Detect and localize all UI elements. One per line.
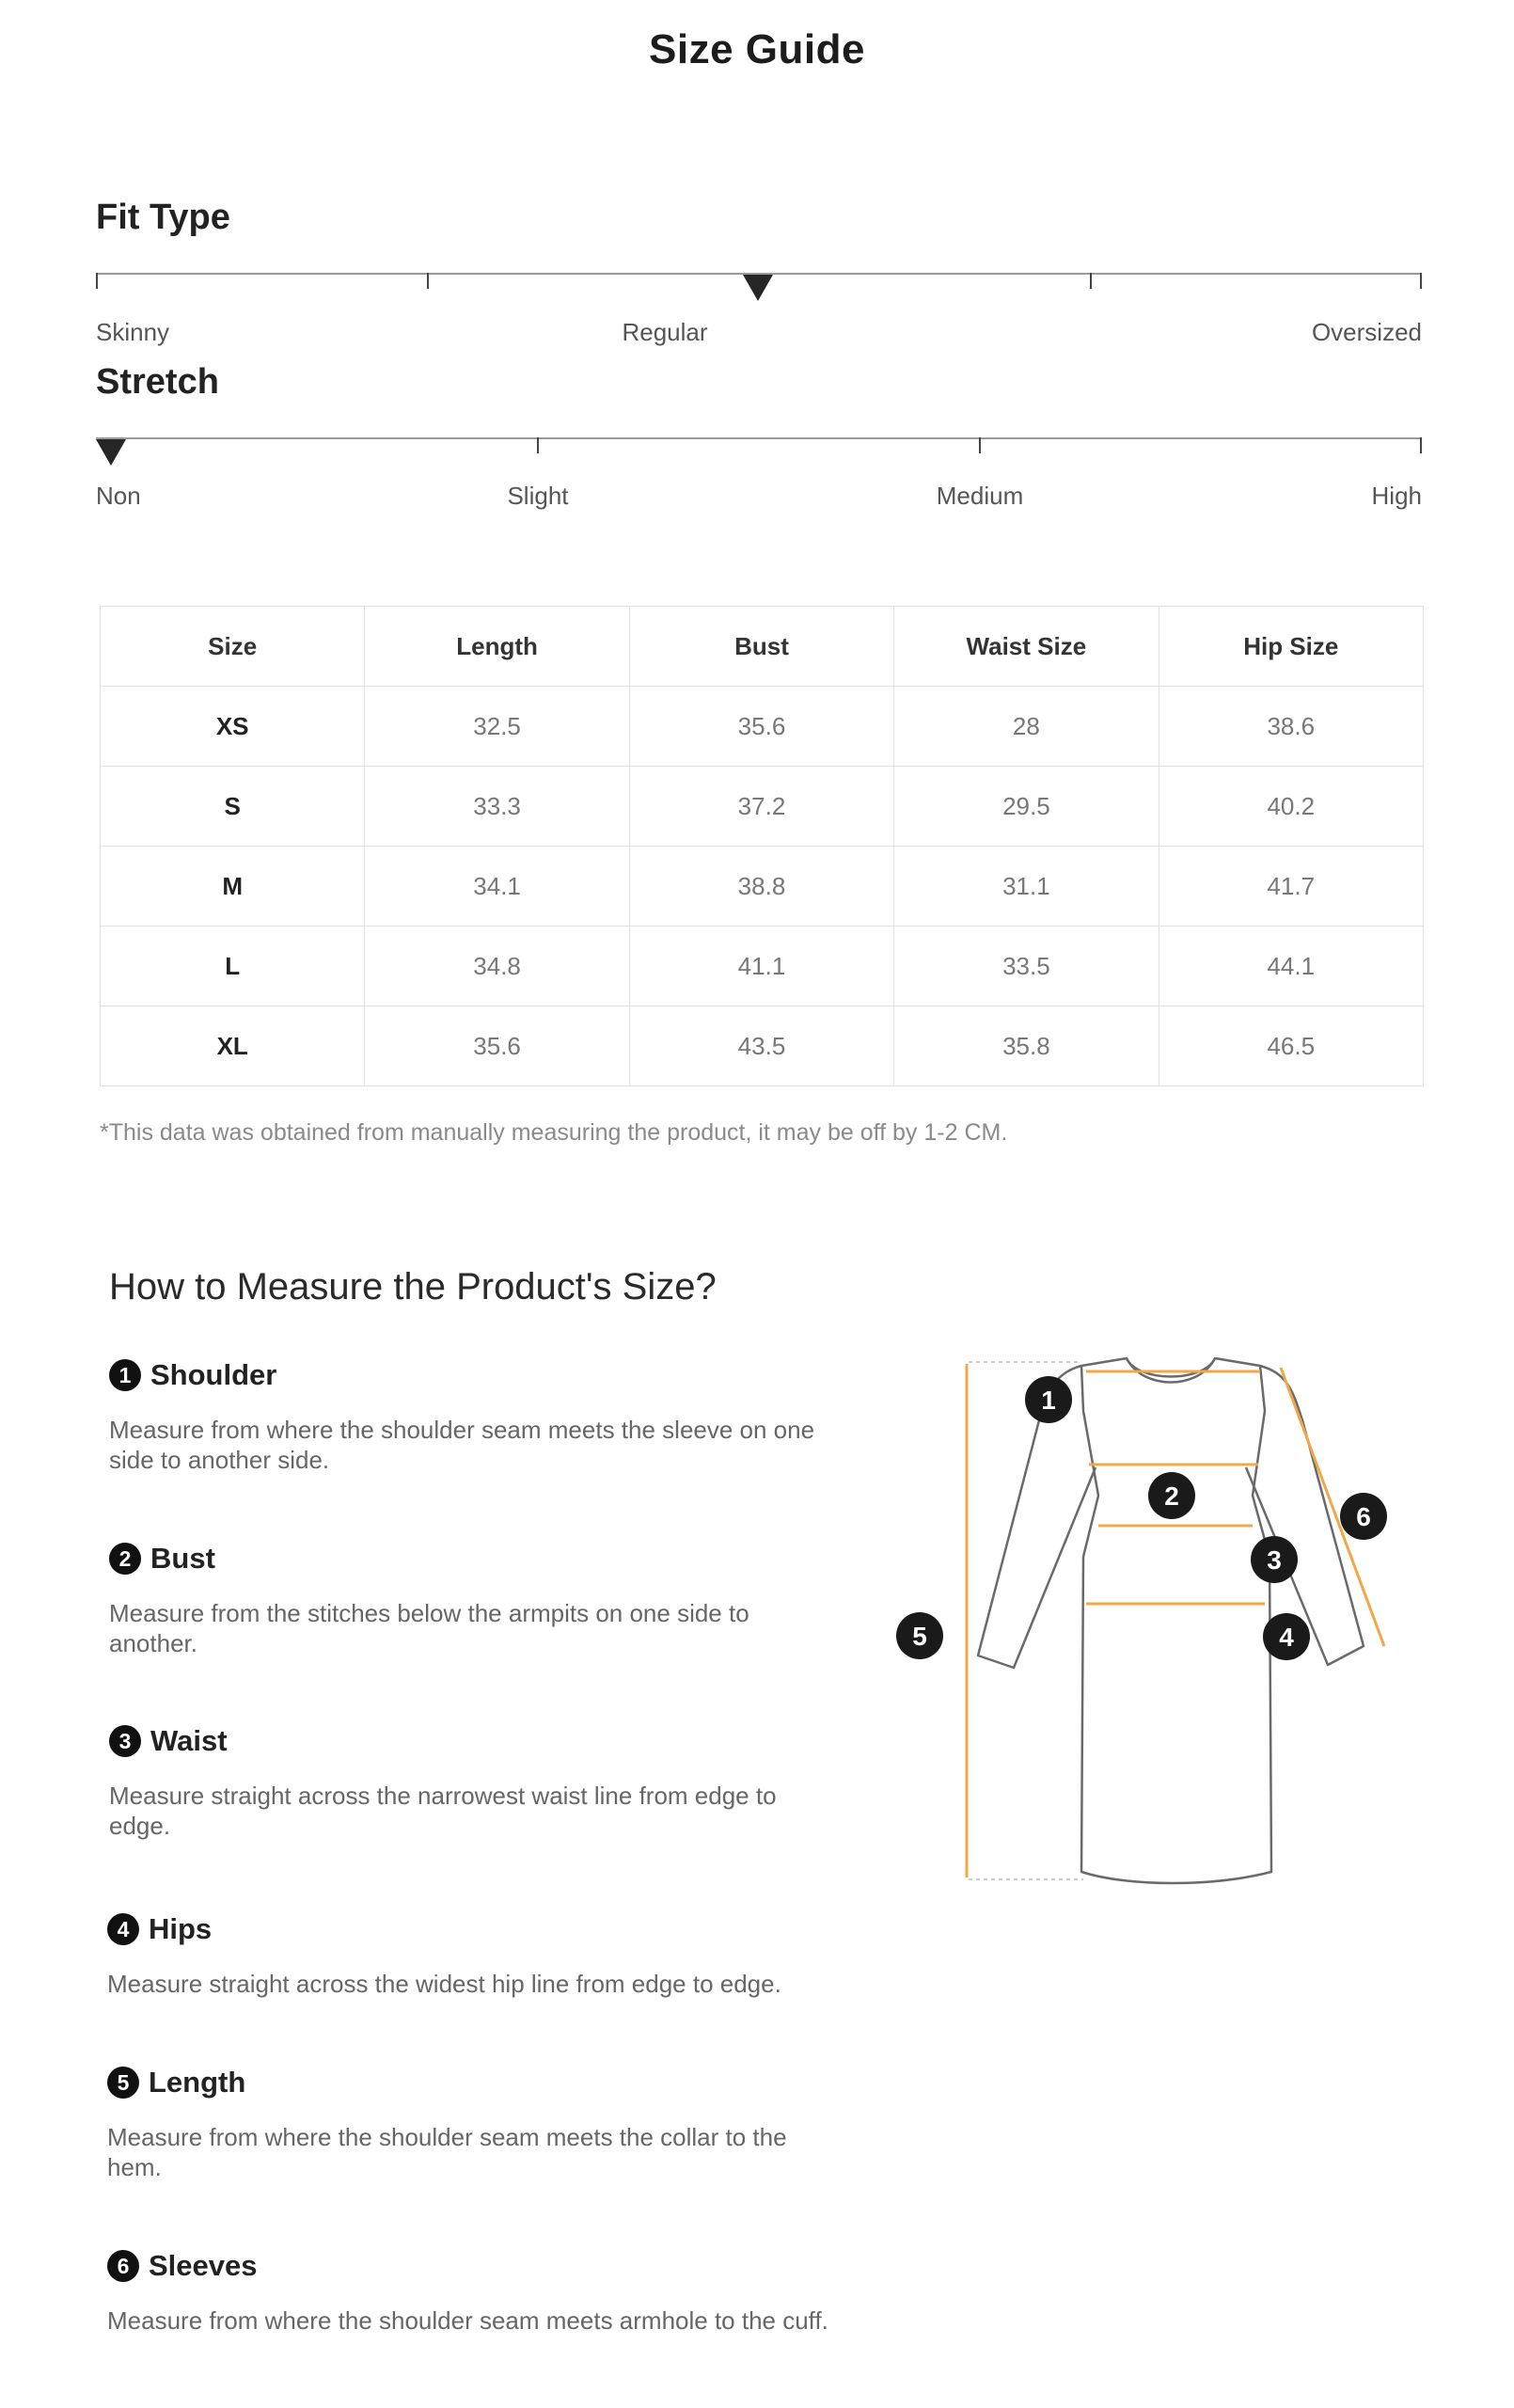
measure-item-length: [107, 2066, 831, 2182]
measure-item-heading: [107, 2249, 831, 2283]
cell-hip: 40.2: [1159, 767, 1423, 847]
cell-hip: 38.6: [1159, 687, 1423, 767]
stretch-selected-marker: [96, 439, 126, 466]
cell-size: S: [101, 767, 365, 847]
measure-item-desc: Measure from where the shoulder seam meets armhole to the cuff.: [107, 2306, 828, 2335]
how-to-measure-title: How to Measure the Product's Size?: [109, 1266, 717, 1307]
size-table: [100, 606, 1424, 1086]
measure-item-desc: Measure straight across the widest hip line from edge to edge.: [107, 1970, 781, 1998]
measure-item-desc: Measure from where the shoulder seam meets the sleeve on one side to another side.: [109, 1416, 815, 1474]
measure-item-title: Hips: [149, 1912, 213, 1945]
marker-6-icon: [1340, 1493, 1387, 1540]
marker-4-icon: [1263, 1613, 1310, 1660]
fit-type-scale: [96, 273, 1422, 301]
marker-3-icon: [1251, 1536, 1298, 1583]
cell-size: XL: [101, 1006, 365, 1086]
measurement-lines: [967, 1364, 1384, 1877]
cell-bust: 35.6: [629, 687, 893, 767]
measure-item-heading: [109, 1724, 833, 1758]
measurement-note: *This data was obtained from manually measuring the product, it may be off by 1-2 CM.: [100, 1119, 1008, 1146]
stretch-track: [96, 437, 1422, 439]
table-row: [101, 1006, 1424, 1086]
number-1-icon: 1: [109, 1359, 141, 1391]
stretch-label-non: Non: [96, 482, 141, 510]
cell-waist: 35.8: [894, 1006, 1159, 1086]
measure-item-title: Length: [149, 2066, 246, 2099]
cell-size: XS: [101, 687, 365, 767]
header-bust: Bust: [629, 607, 893, 687]
number-2-icon: 2: [109, 1543, 141, 1575]
table-row: [101, 927, 1424, 1006]
stretch-tick: [979, 437, 981, 453]
dress-body-outline: [1081, 1358, 1271, 1883]
cell-waist: 28: [894, 687, 1159, 767]
stretch-tick: [537, 437, 539, 453]
measure-item-title: Waist: [150, 1724, 228, 1757]
measure-item-shoulder: [109, 1358, 833, 1475]
svg-text:1: 1: [1041, 1386, 1056, 1415]
header-hip-size: Hip Size: [1159, 607, 1423, 687]
fit-type-selected-marker: [743, 275, 773, 301]
cell-bust: 41.1: [629, 927, 893, 1006]
cell-hip: 46.5: [1159, 1006, 1423, 1086]
fit-type-tick: [1420, 273, 1422, 289]
measure-item-desc: Measure from the stitches below the armpits on one side to another.: [109, 1599, 749, 1657]
svg-text:4: 4: [1279, 1623, 1294, 1652]
marker-2-icon: [1148, 1472, 1195, 1519]
cell-length: 34.8: [365, 927, 629, 1006]
measure-item-heading: [109, 1358, 833, 1392]
table-row: [101, 767, 1424, 847]
svg-text:2: 2: [1164, 1481, 1179, 1511]
measure-item-title: Bust: [150, 1542, 215, 1575]
header-length: Length: [365, 607, 629, 687]
cell-length: 35.6: [365, 1006, 629, 1086]
svg-text:6: 6: [1356, 1502, 1371, 1531]
stretch-label-medium: Medium: [936, 482, 1024, 510]
marker-1-icon: [1025, 1376, 1072, 1423]
cell-bust: 43.5: [629, 1006, 893, 1086]
measure-item-desc: Measure from where the shoulder seam meets the collar to the hem.: [107, 2123, 787, 2181]
table-header-row: [101, 607, 1424, 687]
diagram-markers: [896, 1376, 1387, 1660]
table-row: [101, 687, 1424, 767]
stretch-scale: [96, 437, 1422, 466]
table-row: [101, 847, 1424, 927]
number-3-icon: 3: [109, 1725, 141, 1757]
cell-waist: 29.5: [894, 767, 1159, 847]
cell-bust: 37.2: [629, 767, 893, 847]
fit-type-label-oversized: Oversized: [1311, 318, 1422, 346]
number-5-icon: 5: [107, 2067, 139, 2099]
measure-item-sleeves: [107, 2249, 831, 2336]
marker-5-icon: [896, 1612, 943, 1659]
page-title: Size Guide: [649, 26, 865, 72]
fit-type-tick: [96, 273, 98, 289]
measure-item-heading: [109, 1542, 833, 1576]
measure-item-bust: [109, 1542, 833, 1658]
measure-item-waist: [109, 1724, 833, 1841]
stretch-label-high: High: [1371, 482, 1422, 510]
cell-length: 34.1: [365, 847, 629, 927]
number-4-icon: 4: [107, 1913, 139, 1945]
svg-text:5: 5: [912, 1622, 927, 1651]
fit-type-label-regular: Regular: [622, 318, 708, 346]
fit-type-tick: [427, 273, 429, 289]
cell-length: 33.3: [365, 767, 629, 847]
measure-item-title: Shoulder: [150, 1358, 277, 1391]
fit-type-title: Fit Type: [96, 198, 230, 237]
fit-type-label-skinny: Skinny: [96, 318, 170, 346]
header-waist-size: Waist Size: [894, 607, 1159, 687]
header-size: Size: [101, 607, 365, 687]
cell-waist: 31.1: [894, 847, 1159, 927]
measure-item-heading: [107, 1912, 831, 1946]
measure-item-heading: [107, 2066, 831, 2099]
stretch-title: Stretch: [96, 362, 219, 402]
svg-text:3: 3: [1267, 1545, 1282, 1575]
cell-length: 32.5: [365, 687, 629, 767]
cell-waist: 33.5: [894, 927, 1159, 1006]
stretch-tick: [1420, 437, 1422, 453]
dress-measurement-diagram: [884, 1354, 1411, 1900]
measure-item-desc: Measure straight across the narrowest waist line from edge to edge.: [109, 1782, 777, 1840]
measure-item-hips: [107, 1912, 831, 1999]
cell-size: L: [101, 927, 365, 1006]
cell-hip: 41.7: [1159, 847, 1423, 927]
stretch-label-slight: Slight: [507, 482, 569, 510]
number-6-icon: 6: [107, 2250, 139, 2282]
cell-bust: 38.8: [629, 847, 893, 927]
measure-item-title: Sleeves: [149, 2249, 258, 2282]
fit-type-tick: [1090, 273, 1092, 289]
cell-hip: 44.1: [1159, 927, 1423, 1006]
cell-size: M: [101, 847, 365, 927]
